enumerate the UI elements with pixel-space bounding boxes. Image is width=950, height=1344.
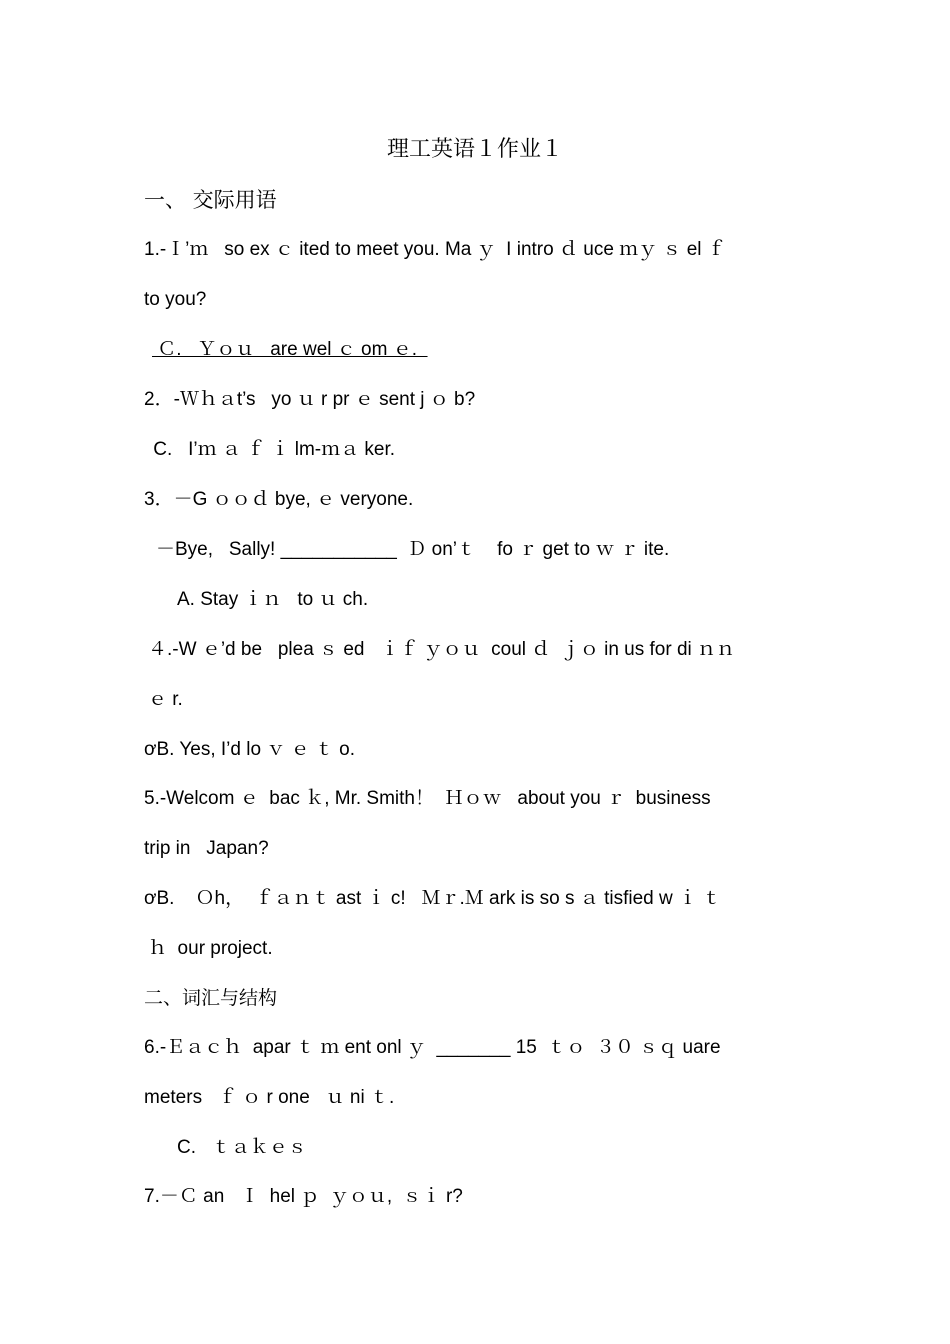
question-3: 3．－G ｏｏｄ bye, ｅ veryone. [144,489,414,510]
section-heading-vocabulary: 二、词汇与结构 [144,987,278,1009]
section-heading-communication: 一、 交际用语 [144,188,277,212]
answer-6: C. ｔａｋｅｓ [177,1137,307,1158]
question-4-line-2: ｅ r. [148,689,183,710]
answer-5-line-1: ơB. Ｏh， ｆａｎｔ ast ｉ c! Ｍｒ.Ｍ ark is so s ａ tisfied w ｉ ｔ [144,888,722,909]
answer-2: C. I’ｍ ａ ｆ ｉ lm-ｍａ ker. [148,439,396,460]
question-4-line-1: ４.-W ｅ’d be plea ｓ ed ｉｆ ｙｏｕ coul ｄ ｊｏ in us for di ｎｎ [148,639,736,660]
page-title: 理工英语１作业１ [386,137,563,162]
question-5-line-2: trip in Japan? [144,838,269,859]
question-3-reply: －Bye, Sally! ___________ Ｄ on’ｔ fo ｒ get to ｗ ｒ ite. [156,539,670,560]
answer-5-line-2: ｈ our project. [148,938,273,959]
question-5-line-1: 5.-Welcom ｅ bac ｋ, Mr. Smith！ Ｈｏｗ about you ｒ business [144,788,711,809]
question-7: 7.－Ｃ an Ｉ hel ｐ ｙｏｕ, ｓｉ r? [144,1186,463,1207]
question-2: 2．-Ｗｈａt’s yo ｕ r pr ｅ sent j ｏ b? [144,389,476,410]
question-6-line-2: meters ｆ ｏ r one ｕ ni ｔ. [144,1087,395,1108]
question-6-line-1: 6.-Ｅａｃｈ apar ｔ ｍ ent onl ｙ _______ 15 ｔｏ ３０ ｓｑ uare [144,1037,721,1058]
question-1-line-1: 1.-Ｉ’ｍ so ex ｃ ited to meet you. Ma ｙ I intro ｄ uce ｍｙ ｓ el ｆ [144,239,726,260]
answer-4: ơB. Yes, I’d lo ｖ ｅ ｔ o. [144,739,355,760]
answer-3: A. Stay ｉｎ to ｕ ch. [177,589,369,610]
question-1-line-2: to you? [144,289,207,310]
answer-1: Ｃ. Ｙｏｕ are wel ｃ om ｅ. [152,339,428,360]
